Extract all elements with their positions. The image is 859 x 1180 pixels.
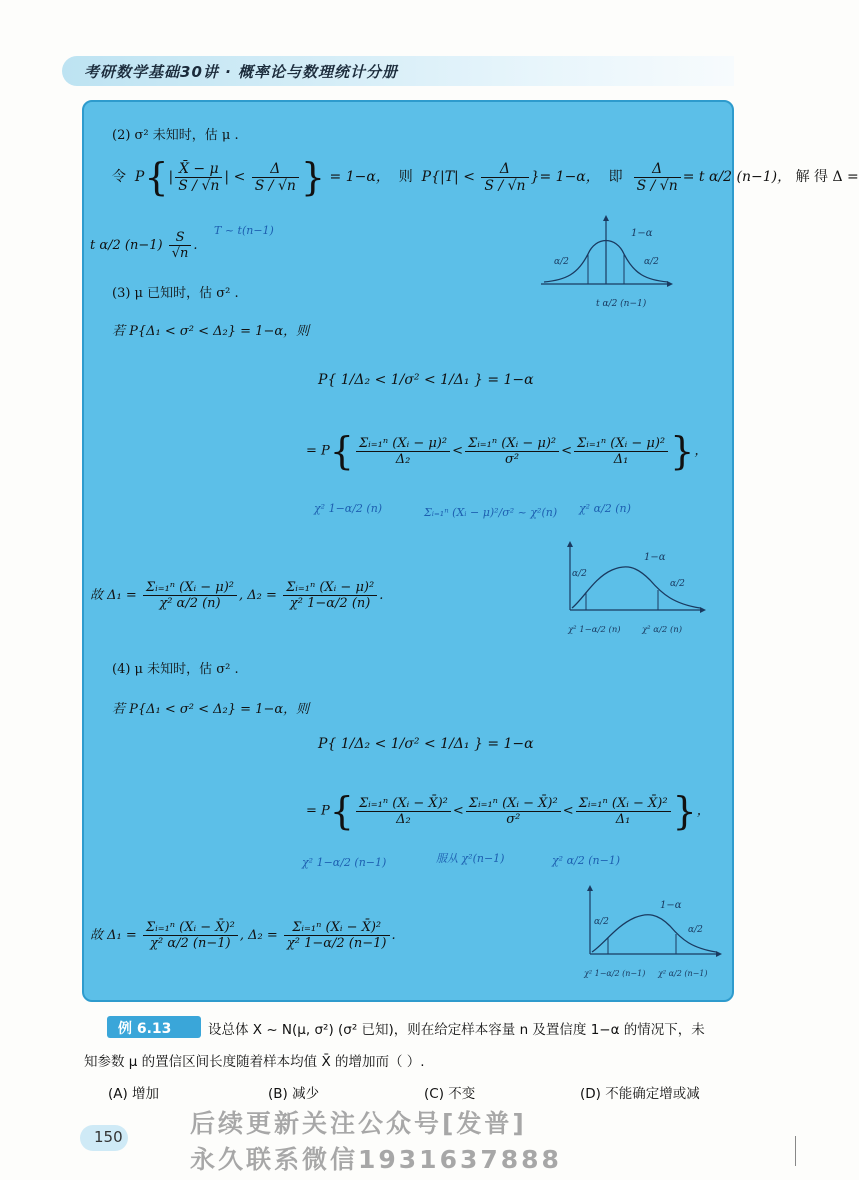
case2-lt: < xyxy=(233,169,246,185)
case2-graph-left-label: α/2 xyxy=(554,257,569,267)
case3-eq2-prefix: = P xyxy=(306,443,330,459)
margin-mark xyxy=(795,1136,796,1166)
case2-graph-axis-label: t α/2 (n−1) xyxy=(596,299,647,309)
case3-graph-right-label: α/2 xyxy=(670,579,685,589)
case4-result-prefix: 故 Δ₁ = xyxy=(90,928,137,943)
case4-eq2-end: ， xyxy=(696,803,710,819)
case2-let: 令 xyxy=(112,169,126,185)
option-a: (A) 增加 xyxy=(108,1086,160,1102)
case3-result-frac2: $\frac{\text{Σᵢ₌₁ⁿ (Xᵢ − μ)²}}{\text{χ² 1−α/2 (n)}}$ xyxy=(283,580,377,611)
case2-p2: P xyxy=(421,169,432,185)
case4-result-frac2: $\frac{\text{Σᵢ₌₁ⁿ (Xᵢ − X̄)²}}{\text{χ² 1−α/2 (n−1)}}$ xyxy=(284,920,390,951)
option-d: (D) 不能确定增或减 xyxy=(580,1086,700,1102)
case3-graph-axis-right: χ² α/2 (n) xyxy=(642,625,683,635)
case2-result-frac: $\frac{S}{√n}$ xyxy=(169,230,192,261)
case3-graph-center-label: 1−α xyxy=(644,552,666,563)
case2-graph-right-label: α/2 xyxy=(644,257,659,267)
case2-t-value: = t α/2 (n−1)， xyxy=(682,169,792,185)
case3-eq2: = P{ $\frac{\text{Σᵢ₌₁ⁿ (Xᵢ − μ)²}}{\text{Δ₂}}$ < $\frac{\text{Σᵢ₌₁ⁿ (Xᵢ − μ)²}}{\text{σ²}}$ < $\frac{\text{Σᵢ₌₁ⁿ (Xᵢ − μ)²}}{\text{Δ₁}}$ }， xyxy=(306,429,708,473)
case2-eq2: = 1−α， xyxy=(539,169,600,185)
case4-eq2-prefix: = P xyxy=(306,803,330,819)
case2-solve: 解 得 Δ = xyxy=(795,169,859,185)
case4-result-end: . xyxy=(391,928,396,943)
case3-frac-right: $\frac{\text{Σᵢ₌₁ⁿ (Xᵢ − μ)²}}{\text{Δ₁}}$ xyxy=(574,436,668,467)
watermark-line1: 后续更新关注公众号[发普] xyxy=(190,1109,527,1138)
case4-graph-left-label: α/2 xyxy=(594,917,609,927)
case4-graph-center-label: 1−α xyxy=(660,900,682,911)
case4-chi2-density-graph xyxy=(580,882,726,988)
case2-eq1: = 1−α， xyxy=(329,169,390,185)
case2-frac-delta: $\frac{\Delta}{S / √n}$ xyxy=(252,161,299,194)
case3-chi2-density-graph xyxy=(560,538,710,644)
case3-ann-left: χ² 1−α/2 (n) xyxy=(314,502,383,515)
case3-result-frac1: $\frac{\text{Σᵢ₌₁ⁿ (Xᵢ − μ)²}}{\text{χ² α/2 (n)}}$ xyxy=(143,580,237,611)
case4-frac-right: $\frac{\text{Σᵢ₌₁ⁿ (Xᵢ − X̄)²}}{\text{Δ₁}}$ xyxy=(576,796,671,827)
case2-frac-delta2: $\frac{\Delta}{S / √n}$ xyxy=(481,161,528,194)
case3-ann-mid: Σᵢ₌₁ⁿ (Xᵢ − μ)²/σ² ~ χ²(n) xyxy=(424,506,558,519)
option-b: (B) 减少 xyxy=(268,1086,320,1102)
case3-eq2-end: ， xyxy=(694,443,708,459)
case4-ann-left: χ² 1−α/2 (n−1) xyxy=(302,856,387,869)
case2-frac-delta3: $\frac{\Delta}{S / √n}$ xyxy=(634,161,681,194)
case3-graph-left-label: α/2 xyxy=(572,569,587,579)
case2-annotation: T ~ t(n−1) xyxy=(214,224,274,237)
case2-equation: 令 P{| $\frac{X̄ - \mu}{S / √n}$ | < $\frac{\Delta}{S / √n}$ } = 1−α， 则 P{|T| < $\frac{\Delta}{S / √n}$ }= 1−α， 即 $\frac{\Delta}{S / √n}$ = t α/2 (n−1)， 解 得 Δ = xyxy=(112,155,859,199)
case2-graph-center-label: 1−α xyxy=(631,228,653,239)
running-header: 考研数学基础30讲 · 概率论与数理统计分册 xyxy=(84,63,399,81)
case2-frac1: $\frac{X̄ - \mu}{S / √n}$ xyxy=(175,161,222,194)
case2-t-density-graph xyxy=(536,212,676,312)
case2-result-t: t α/2 (n−1) xyxy=(90,238,163,253)
case3-result xyxy=(90,580,383,611)
case4-frac-mid: $\frac{\text{Σᵢ₌₁ⁿ (Xᵢ − X̄)²}}{\text{σ²}}$ xyxy=(466,796,561,827)
case4-if-line: 若 P{Δ₁ < σ² < Δ₂} = 1−α，则 xyxy=(112,702,310,717)
case3-result-mid: , Δ₂ = xyxy=(239,588,277,603)
case2-abs-t: |T| xyxy=(439,169,459,185)
case3-ann-right: χ² α/2 (n) xyxy=(579,502,631,515)
case2-then: 则 xyxy=(398,169,413,185)
case4-graph-axis-left: χ² 1−α/2 (n−1) xyxy=(584,969,646,978)
case4-graph-axis-right: χ² α/2 (n−1) xyxy=(658,969,708,978)
case4-frac-left: $\frac{\text{Σᵢ₌₁ⁿ (Xᵢ − X̄)²}}{\text{Δ₂}}$ xyxy=(356,796,451,827)
watermark-line2: 永久联系微信1931637888 xyxy=(190,1145,562,1174)
case3-frac-mid: $\frac{\text{Σᵢ₌₁ⁿ (Xᵢ − μ)²}}{\text{σ²}}$ xyxy=(465,436,559,467)
case3-if-line: 若 P{Δ₁ < σ² < Δ₂} = 1−α，则 xyxy=(112,324,310,339)
case3-result-end: . xyxy=(379,588,384,603)
case4-result-frac1: $\frac{\text{Σᵢ₌₁ⁿ (Xᵢ − X̄)²}}{\text{χ² α/2 (n−1)}}$ xyxy=(143,920,238,951)
case4-eq2: = P{ $\frac{\text{Σᵢ₌₁ⁿ (Xᵢ − X̄)²}}{\text{Δ₂}}$ < $\frac{\text{Σᵢ₌₁ⁿ (Xᵢ − X̄)²}}{\text{σ²}}$ < $\frac{\text{Σᵢ₌₁ⁿ (Xᵢ − X̄)²}}{\text{Δ₁}}$ }， xyxy=(306,789,710,833)
example-question-line1: 设总体 X ~ N(μ, σ²) (σ² 已知)，则在给定样本容量 n 及置信度 1−α 的情况下，未 xyxy=(208,1022,705,1038)
case4-result-mid: , Δ₂ = xyxy=(239,928,278,943)
case2-result xyxy=(90,230,198,261)
case2-heading: (2) σ² 未知时，估 μ . xyxy=(112,128,239,143)
case2-result-end: . xyxy=(193,238,198,253)
case4-heading: (4) μ 未知时，估 σ² . xyxy=(112,662,239,677)
example-question-line2: 知参数 μ 的置信区间长度随着样本均值 X̄ 的增加而（ ）. xyxy=(84,1054,425,1070)
example-tag-label: 例 6.13 xyxy=(118,1021,172,1037)
case3-graph-axis-left: χ² 1−α/2 (n) xyxy=(568,625,621,635)
case4-ann-mid: 服从 χ²(n−1) xyxy=(436,852,505,865)
case2-p: P xyxy=(134,169,145,185)
content-panel xyxy=(82,100,859,1002)
case4-eq1: P{ 1/Δ₂ < 1/σ² < 1/Δ₁ } = 1−α xyxy=(318,736,534,752)
case4-ann-right: χ² α/2 (n−1) xyxy=(552,854,621,867)
page-number: 150 xyxy=(94,1128,123,1146)
case3-frac-left: $\frac{\text{Σᵢ₌₁ⁿ (Xᵢ − μ)²}}{\text{Δ₂}}$ xyxy=(356,436,450,467)
option-c: (C) 不变 xyxy=(424,1086,476,1102)
case4-result xyxy=(90,920,396,951)
case3-result-prefix: 故 Δ₁ = xyxy=(90,588,137,603)
case4-graph-right-label: α/2 xyxy=(688,925,703,935)
case3-eq1: P{ 1/Δ₂ < 1/σ² < 1/Δ₁ } = 1−α xyxy=(318,372,534,388)
case3-heading: (3) μ 已知时，估 σ² . xyxy=(112,286,239,301)
case2-ie: 即 xyxy=(608,169,623,185)
